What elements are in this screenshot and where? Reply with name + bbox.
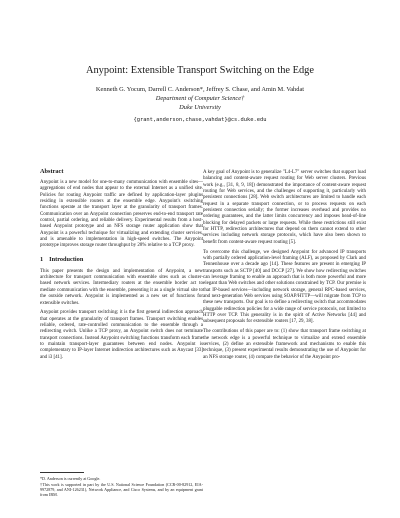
- intro-paragraph-2: Anypoint provides transport switching; it is the first general indirection approach that operates at the granularity of transport frames. Transport switching enables reliable, ordered, rate-controlled communication to the ensemble through a redirecting switch. Unlike a TCP proxy, an Anypoint switch does not terminate transport connections. Instead Anypoint switching functions transform each frame to maintain transport-layer guarantees between end nodes. Anypoint is complementary to IP-layer Internet indirection architectures such as Anycast [33] and i3 [41].: [40, 310, 203, 360]
- right-column: [203, 170, 366, 364]
- section-title: Introduction: [49, 255, 84, 263]
- abstract-heading: Abstract: [40, 168, 64, 175]
- section-number: 1: [40, 255, 44, 263]
- department: Department of Computer Science†: [155, 95, 245, 102]
- left-column: [40, 168, 203, 365]
- footnote-2: †This work is supported in part by the U.S. National Science Foundation (CCR-00-82912, EIA-9972879, and ANI-126231), Network Appliance, and Cisco Systems, and by an equipment grant from IBM.: [40, 482, 203, 498]
- university: Duke University: [179, 104, 221, 111]
- author-email: {grant,anderson,chase,vahdat}@cs.duke.edu: [133, 117, 267, 123]
- right-paragraph-1: A key goal of Anypoint is to generalize "L4-L7" server switches that support load balancing and content-aware request routing for Web server clusters. Previous work (e.g., [31, 8, 9, 18]) demonstrated the importance of content-aware request routing for Web services, and the challenges of supporting it, particularly with persistent connections [28]. Web switch architectures are limited to handle each request in a separate transport connection, or to process requests on each persistent connection serially; the former increases overhead and provides no ordering guarantees, and the latter limits concurrency and imposes head-of-line blocking for delayed packets or large requests. While these restrictions still exist for HTTP, redirection architectures that depend on them cannot extend to other services including network storage protocols, which have also been shown to benefit from content-aware request routing [5].: [203, 170, 366, 245]
- footnote-1: *D. Anderson is currently at Google.: [40, 476, 101, 481]
- intro-paragraph-1: This paper presents the design and implementation of Anypoint, a new architecture for transport communication with ensemble sites such as cluster-based network services. Intermediary routers at the ensemble border act to mediate communication with the ensemble, presenting it as a single virtual site to the outside network. Anypoint is implemented as a new set of functions for extensible switches.: [40, 268, 203, 306]
- abstract-text: Anypoint is a new model for one-to-many communication with ensemble sites—aggregations of end nodes that appear to the external Internet as a unified site. Policies for routing Anypoint traffic are defined by application-layer plugins residing in extensible routers at the ensemble edge. Anypoint's switching functions operate at the transport layer at the granularity of transport frames. Communication over an Anypoint connection preserves end-to-end transport rate control, partial ordering, and reliable delivery. Experimental results from a host-based Anypoint prototype and an NFS storage router application show that Anypoint is a powerful technique for virtualizing and extending cluster services, and is amenable to implementation in high-speed switches. The Anypoint prototype improves storage router throughput by 28% relative to a TCP proxy.: [40, 180, 203, 249]
- right-paragraph-3: The contributions of this paper are to: (1) show that transport frame switching at the network edge is a powerful technique to virtualize and extend ensemble services, (2) define an extensible framework and mechanisms to enable this technique, (3) present experimental results demonstrating the use of Anypoint for an NFS storage router, (4) compare the behavior of the Anypoint pro-: [203, 329, 366, 360]
- footnote-rule: [40, 472, 84, 473]
- section-heading-introduction: [40, 256, 203, 264]
- author-list: Kenneth G. Yocum, Darrell C. Anderson*, Jeffrey S. Chase, and Amin M. Vahdat: [95, 86, 305, 93]
- right-paragraph-2: To overcome this challenge, we designed Anypoint for advanced IP transports with partially ordered application-level framing (ALF), as proposed by Clark and Tennenhouse over a decade ago [14]. These features are present in emerging IP transports such as SCTP [40] and DCCP [27]. We show how redirecting switches can leverage framing to enable an approach that is both more powerful and more elegant than Web switches and other solutions constrained by TCP. Our premise is that IP-based services—including network storage, general RPC-based services, and next-generation Web services using SOAP/HTTP—will migrate from TCP to these new transports. Our goal is to define a redirecting switch that accommodates pluggable redirection policies for a wide range of service protocols, not limited to HTTP over TCP. This generality is in the spirit of Active Networks [44] and subsequent proposals for extensible routers [17, 29, 38].: [203, 249, 366, 325]
- paper-title: Anypoint: Extensible Transport Switching on the Edge: [85, 65, 314, 76]
